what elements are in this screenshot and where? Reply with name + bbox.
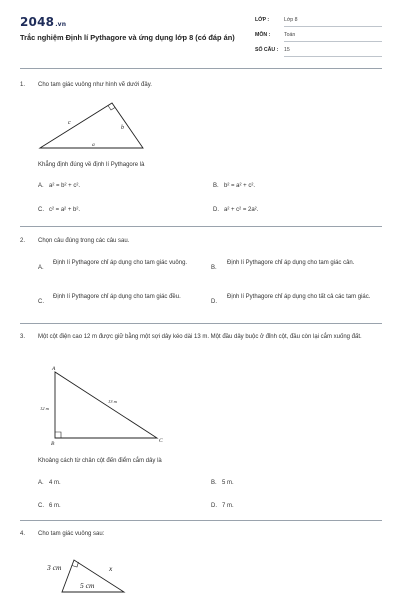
question-text: Chọn câu đúng trong các câu sau. (38, 238, 130, 244)
option-text: a² = b² + c². (49, 183, 81, 189)
option-text: 7 m. (222, 503, 234, 509)
subject-value: Toán (284, 32, 296, 38)
option-letter: B. (211, 480, 217, 486)
option-letter: D. (213, 207, 219, 213)
label-12m: 12 m (40, 406, 49, 411)
label-5cm: 5 cm (80, 581, 95, 590)
option-letter: B. (213, 183, 219, 189)
option-text: b² = a² + c². (224, 183, 256, 189)
option-text: 4 m. (49, 480, 61, 486)
label-C: C (159, 438, 163, 444)
option-letter: C. (38, 299, 44, 305)
option-letter: B. (211, 265, 217, 271)
logo-suffix: .vn (55, 21, 67, 28)
option-text: a² + c² = 2a². (224, 207, 259, 213)
option-letter: A. (38, 265, 44, 271)
option-text: Định lí Pythagore chỉ áp dụng cho tam giác cân. (227, 260, 355, 266)
question-number: 1. (20, 82, 26, 88)
subject-label: MÔN : (255, 32, 271, 38)
label-x: x (109, 564, 113, 573)
count-label: SỐ CÂU : (255, 47, 279, 53)
option-letter: A. (38, 183, 44, 189)
option-letter: D. (211, 503, 217, 509)
label-A: A (52, 366, 56, 372)
label-b: b (121, 125, 124, 131)
class-value: Lớp 8 (284, 17, 298, 23)
label-c: c (68, 120, 71, 126)
question-text: Một cột điện cao 12 m được giữ bằng một sợi dây kéo dài 13 m. Một đầu dây buộc ở đỉnh cột, đầu còn lại cắm xuống đất. (38, 334, 362, 340)
class-label: LỚP : (255, 17, 270, 23)
option-letter: C. (38, 207, 44, 213)
option-text: Định lí Pythagore chỉ áp dụng cho tam giác vuông. (53, 260, 188, 266)
option-letter: C. (38, 503, 44, 509)
count-value: 15 (284, 47, 290, 53)
option-text: 5 m. (222, 480, 234, 486)
label-B: B (51, 441, 55, 447)
label-13m: 13 m (108, 399, 117, 404)
logo-text: 2048 (20, 15, 55, 29)
option-text: c² = a² + b². (49, 207, 81, 213)
question-prompt: Khẳng định đúng về định lí Pythagore là (38, 162, 145, 168)
option-letter: D. (211, 299, 217, 305)
question-text: Cho tam giác vuông sau: (38, 531, 105, 537)
question-text: Cho tam giác vuông như hình vẽ dưới đây. (38, 82, 152, 88)
page-title: Trắc nghiệm Định lí Pythagore và ứng dụng lớp 8 (có đáp án) (20, 33, 235, 42)
option-text: Định lí Pythagore chỉ áp dụng cho tam giác đều. (53, 294, 181, 300)
option-letter: A. (38, 480, 44, 486)
option-text: 6 m. (49, 503, 61, 509)
question-number: 2. (20, 238, 26, 244)
question-number: 3. (20, 334, 26, 340)
question-number: 4. (20, 531, 26, 537)
option-text: Định lí Pythagore chỉ áp dụng cho tất cả các tam giác. (227, 294, 371, 300)
label-a: a (92, 142, 95, 148)
label-3cm: 3 cm (47, 563, 62, 572)
question-prompt: Khoảng cách từ chân cột đến điểm cắm dây là (38, 458, 162, 464)
